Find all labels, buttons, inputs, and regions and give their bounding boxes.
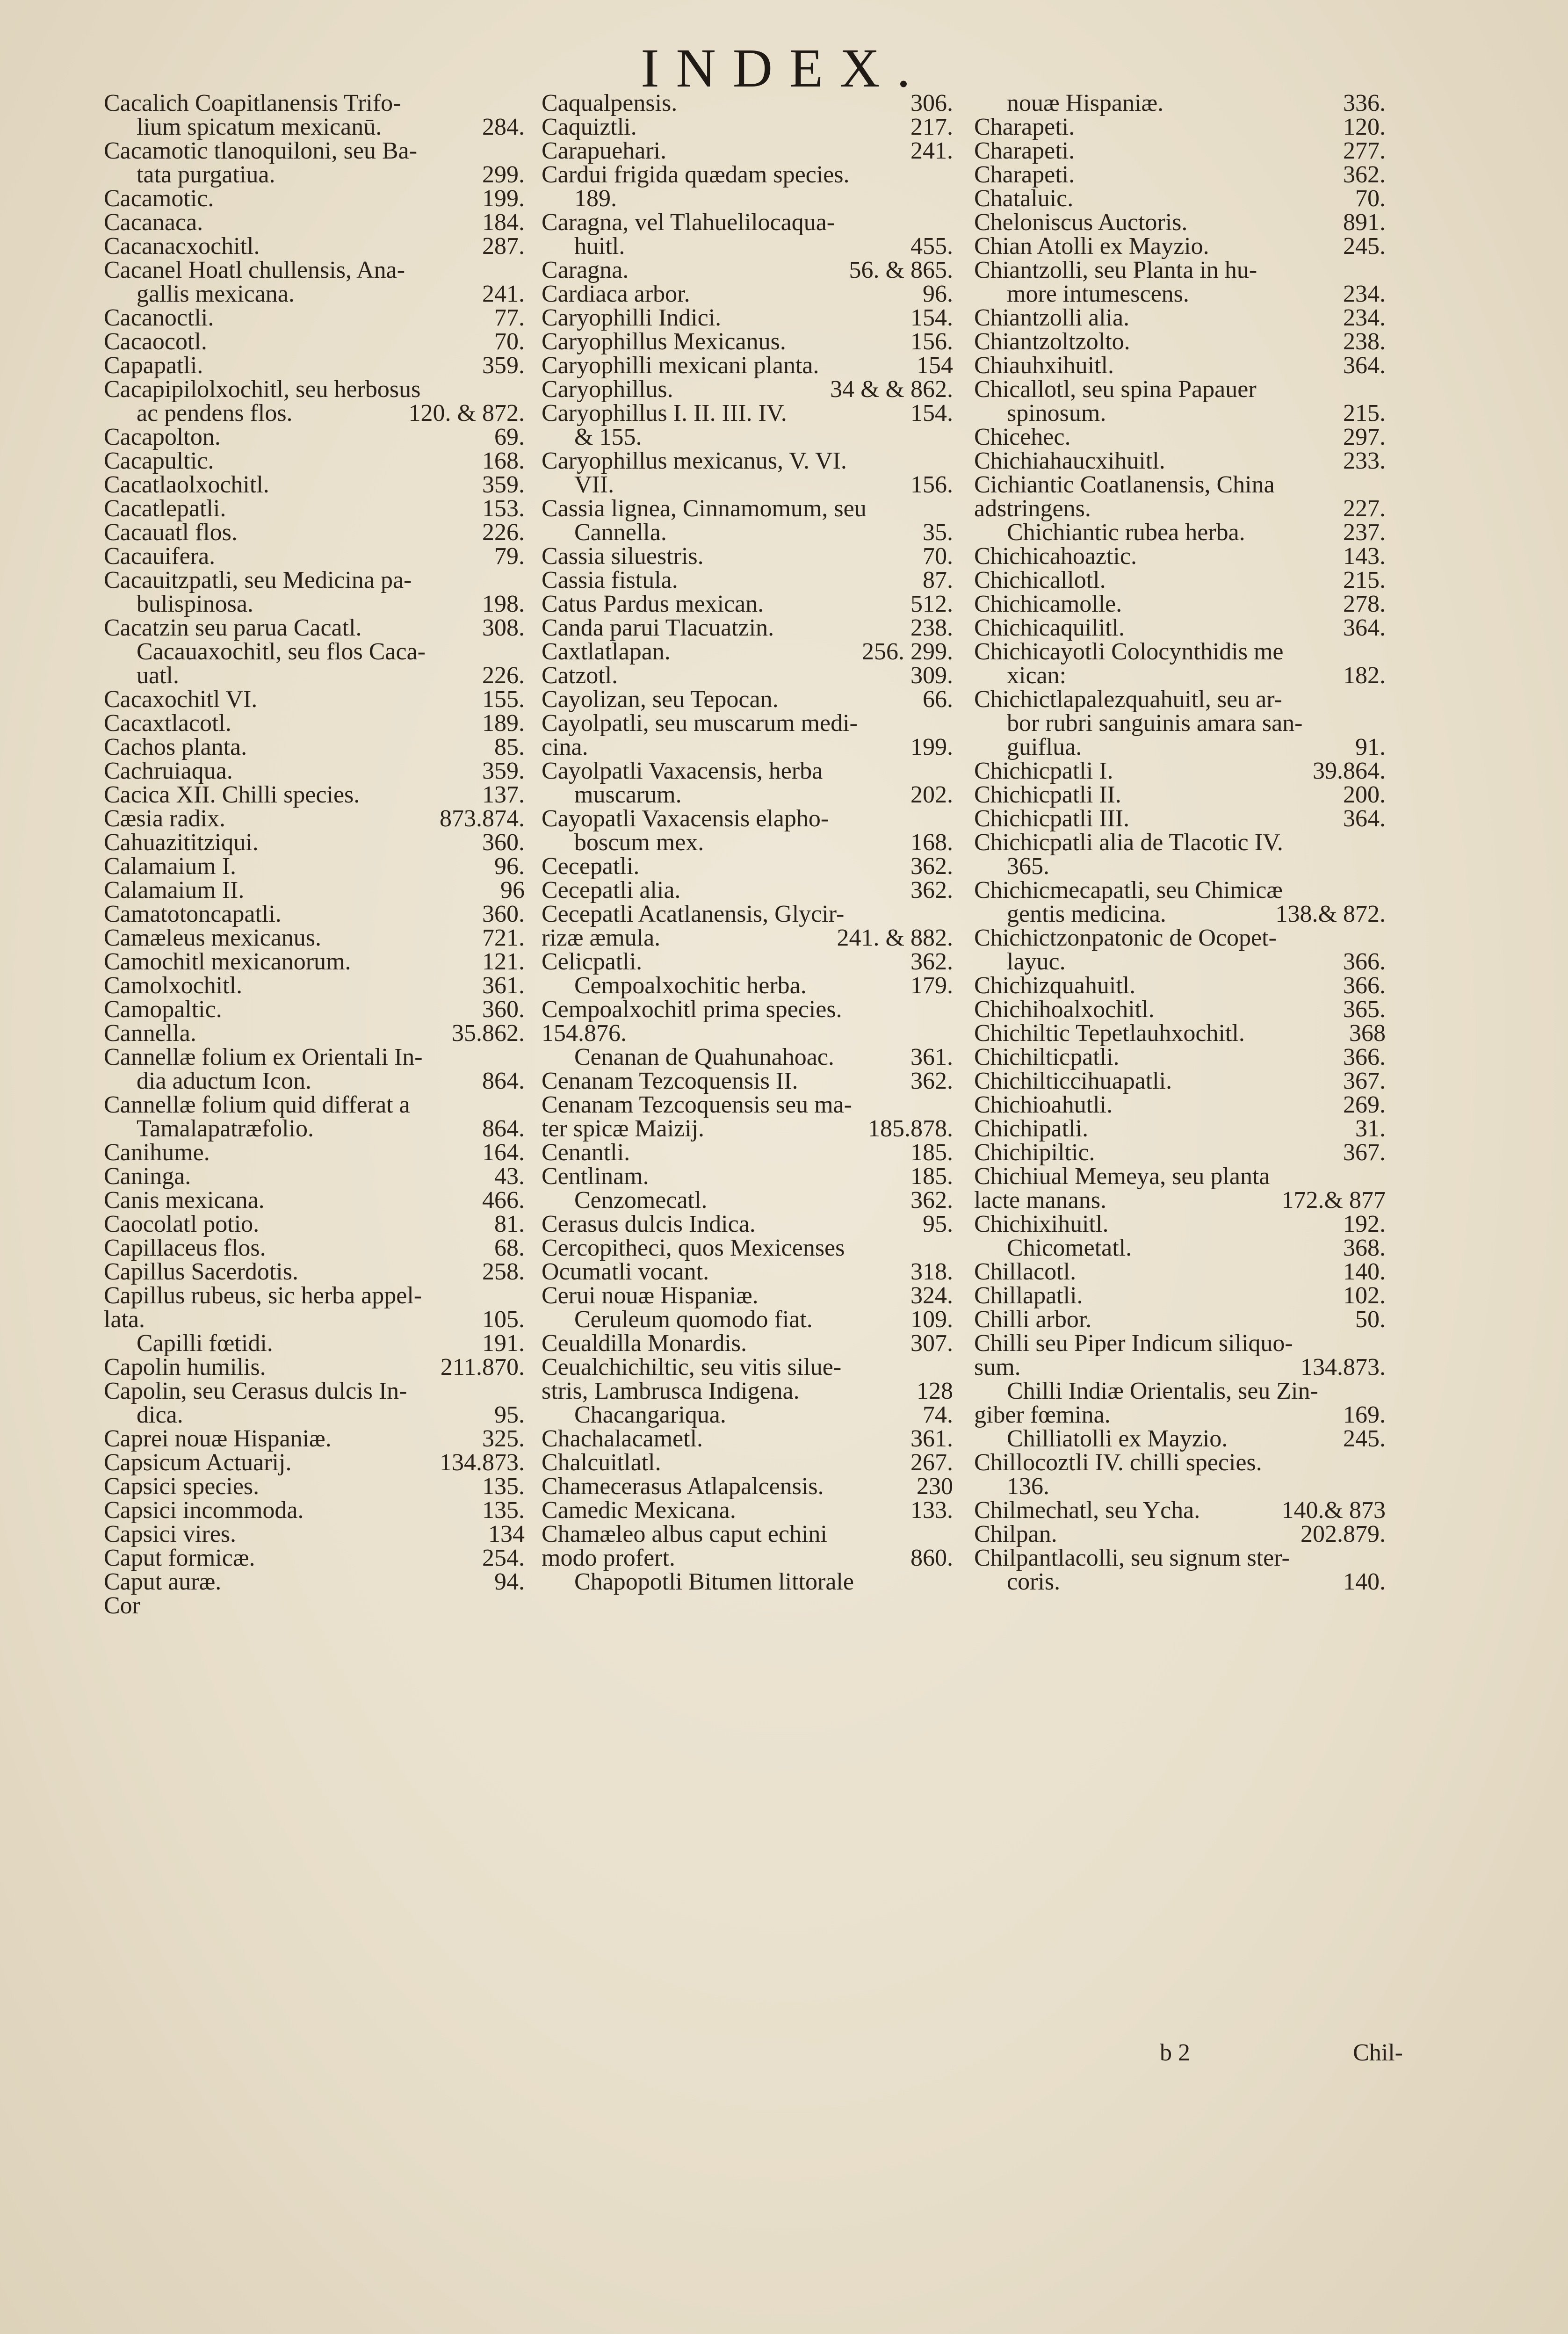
index-entry: ter spicæ Maizij. 185.878. <box>542 1115 953 1142</box>
index-entry: Cannella. 35.862. <box>104 1020 525 1047</box>
index-entry: Cayolpatli, seu muscarum medi- <box>542 710 858 737</box>
index-entry: Capsici vires. 134 <box>104 1521 525 1547</box>
index-entry: Cenzomecatl. 362. <box>574 1187 953 1214</box>
index-entry: Cenanam Tezcoquensis II. 362. <box>542 1068 953 1094</box>
index-entry: Cardiaca arbor. 96. <box>542 281 953 307</box>
index-entry: Cercopitheci, quos Mexicenses <box>542 1235 845 1261</box>
index-entry: Chilli Indiæ Orientalis, seu Zin- <box>1007 1378 1318 1404</box>
index-entry: Cecepatli. 362. <box>542 853 953 880</box>
index-entry: bor rubri sanguinis amara san- <box>1007 710 1303 737</box>
index-entry: Chilmechatl, seu Ycha. 140.& 873 <box>974 1497 1386 1524</box>
index-entry: Cacica XII. Chilli species. 137. <box>104 781 525 808</box>
index-entry: 136. <box>1007 1473 1049 1500</box>
index-entry: Cenanan de Quahunahoac. 361. <box>574 1044 953 1070</box>
index-entry: & 155. <box>574 424 642 450</box>
index-entry: Chichilticpatli. 366. <box>974 1044 1386 1070</box>
index-entry: Chichilticcihuapatli. 367. <box>974 1068 1386 1094</box>
index-entry: Capsicum Actuarij. 134.873. <box>104 1449 525 1476</box>
index-entry: Camæleus mexicanus. 721. <box>104 925 525 951</box>
index-entry: Cahuazititziqui. 360. <box>104 829 525 856</box>
index-entry: Cor <box>104 1592 140 1619</box>
index-entry: Cannella. 35. <box>574 519 953 546</box>
index-entry: Canihume. 164. <box>104 1139 525 1166</box>
index-column-2 <box>542 91 953 1594</box>
index-entry: Capsici incommoda. 135. <box>104 1497 525 1524</box>
index-entry: Caragna, vel Tlahuelilocaqua- <box>542 209 835 236</box>
index-entry: Chillacotl. 140. <box>974 1258 1386 1285</box>
index-entry: Chicometatl. 368. <box>1007 1235 1386 1261</box>
index-entry: Carapuehari. 241. <box>542 137 953 164</box>
index-entry: Cassia siluestris. 70. <box>542 543 953 570</box>
index-entry: Chicehec. 297. <box>974 424 1386 450</box>
index-entry: Cacatlepatli. 153. <box>104 495 525 522</box>
index-entry: cina. 199. <box>542 734 953 760</box>
index-entry: modo profert. 860. <box>542 1545 953 1571</box>
index-entry: Caput auræ. 94. <box>104 1568 525 1595</box>
index-entry: Ceualdilla Monardis. 307. <box>542 1330 953 1357</box>
index-entry: Chichipiltic. 367. <box>974 1139 1386 1166</box>
index-entry: Chataluic. 70. <box>974 185 1386 212</box>
index-entry: tata purgatiua. 299. <box>137 161 525 188</box>
signature-mark: b 2 <box>1160 2039 1190 2066</box>
index-entry: Charapeti. 120. <box>974 114 1386 140</box>
index-entry: Charapeti. 362. <box>974 161 1386 188</box>
index-entry: Chiantzolli alia. 234. <box>974 304 1386 331</box>
index-entry: Cardui frigida quædam species. <box>542 161 850 188</box>
index-entry: Canda parui Tlacuatzin. 238. <box>542 614 953 641</box>
index-column-3 <box>974 91 1386 1594</box>
index-entry: Caryophillus I. II. III. IV. 154. <box>542 400 953 426</box>
index-entry: lata. 105. <box>104 1306 525 1333</box>
index-entry: Cayolpatli Vaxacensis, herba <box>542 758 823 784</box>
index-entry: Cachruiaqua. 359. <box>104 758 525 784</box>
index-entry: uatl. 226. <box>137 662 525 689</box>
index-entry: Tamalapatræfolio. 864. <box>137 1115 525 1142</box>
index-entry: Caryophilli mexicani planta. 154 <box>542 352 953 379</box>
index-entry: Chamecerasus Atlapalcensis. 230 <box>542 1473 953 1500</box>
index-entry: Cecepatli Acatlanensis, Glycir- <box>542 901 845 927</box>
index-entry: boscum mex. 168. <box>574 829 953 856</box>
index-entry: Cenanam Tezcoquensis seu ma- <box>542 1091 852 1118</box>
index-entry: Camochitl mexicanorum. 121. <box>104 948 525 975</box>
index-entry: Chicallotl, seu spina Papauer <box>974 376 1257 403</box>
index-entry: Cacatlaolxochitl. 359. <box>104 471 525 498</box>
index-entry: Caquiztli. 217. <box>542 114 953 140</box>
index-entry: Caryophilli Indici. 154. <box>542 304 953 331</box>
index-entry: Centlinam. 185. <box>542 1163 953 1190</box>
index-entry: Cayolizan, seu Tepocan. 66. <box>542 686 953 713</box>
index-entry: Cacaxochitl VI. 155. <box>104 686 525 713</box>
index-entry: Capolin, seu Cerasus dulcis In- <box>104 1378 407 1404</box>
index-entry: giber fœmina. 169. <box>974 1402 1386 1428</box>
index-entry: Chilli arbor. 50. <box>974 1306 1386 1333</box>
index-entry: Cacamotic. 199. <box>104 185 525 212</box>
index-entry: lacte manans. 172.& 877 <box>974 1187 1386 1214</box>
index-entry: Camatotoncapatli. 360. <box>104 901 525 927</box>
index-entry: layuc. 366. <box>1007 948 1386 975</box>
index-entry: Capolin humilis. 211.870. <box>104 1354 525 1380</box>
index-entry: Cichiantic Coatlanensis, China <box>974 471 1275 498</box>
index-entry: Cassia lignea, Cinnamomum, seu <box>542 495 867 522</box>
page-title: INDEX. <box>641 37 927 99</box>
index-entry: Cenantli. 185. <box>542 1139 953 1166</box>
index-entry: sum. 134.873. <box>974 1354 1386 1380</box>
index-entry: Chillocoztli IV. chilli species. <box>974 1449 1262 1476</box>
index-entry: Charapeti. 277. <box>974 137 1386 164</box>
index-entry: 154.876. <box>542 1020 627 1047</box>
index-entry: Chalcuitlatl. 267. <box>542 1449 953 1476</box>
index-entry: Cempoalxochitic herba. 179. <box>574 972 953 999</box>
index-entry: 189. <box>574 185 617 212</box>
index-entry: Chiauhxihuitl. 364. <box>974 352 1386 379</box>
index-entry: Catus Pardus mexican. 512. <box>542 591 953 617</box>
index-entry: stris, Lambrusca Indigena. 128 <box>542 1378 953 1404</box>
index-entry: 365. <box>1007 853 1049 880</box>
index-entry: Camedic Mexicana. 133. <box>542 1497 953 1524</box>
index-entry: Cacauatl flos. 226. <box>104 519 525 546</box>
index-entry: Caryophillus. 34 & & 862. <box>542 376 953 403</box>
index-entry: Chichiahaucxihuitl. 233. <box>974 448 1386 474</box>
index-entry: Celicpatli. 362. <box>542 948 953 975</box>
index-entry: Chichictzonpatonic de Ocopet- <box>974 925 1277 951</box>
index-entry: Chilliatolli ex Mayzio. 245. <box>1007 1425 1386 1452</box>
index-entry: Chichictlapalezquahuitl, seu ar- <box>974 686 1282 713</box>
index-entry: Chichioahutli. 269. <box>974 1091 1386 1118</box>
index-entry: Cacapipilolxochitl, seu herbosus <box>104 376 421 403</box>
index-entry: Cacauaxochitl, seu flos Caca- <box>137 638 426 665</box>
index-entry: Chichipatli. 31. <box>974 1115 1386 1142</box>
index-entry: Chilpan. 202.879. <box>974 1521 1386 1547</box>
index-entry: Catzotl. 309. <box>542 662 953 689</box>
index-entry: Cheloniscus Auctoris. 891. <box>974 209 1386 236</box>
index-entry: huitl. 455. <box>574 233 953 260</box>
index-entry: Chichicpatli I. 39.864. <box>974 758 1386 784</box>
index-entry: Caryophillus mexicanus, V. VI. <box>542 448 847 474</box>
index-entry: lium spicatum mexicanū. 284. <box>137 114 525 140</box>
index-entry: Cachos planta. 85. <box>104 734 525 760</box>
index-entry: xican: 182. <box>1007 662 1386 689</box>
index-entry: dica. 95. <box>137 1402 525 1428</box>
index-entry: Chichicahoaztic. 143. <box>974 543 1386 570</box>
index-entry: Cacapolton. 69. <box>104 424 525 450</box>
index-entry: Cacapultic. 168. <box>104 448 525 474</box>
index-entry: Chichiltic Tepetlauhxochitl. 368 <box>974 1020 1386 1047</box>
index-entry: Capilli fœtidi. 191. <box>137 1330 525 1357</box>
index-entry: Cacalich Coapitlanensis Trifo- <box>104 90 401 116</box>
index-entry: Chillapatli. 102. <box>974 1282 1386 1309</box>
index-entry: muscarum. 202. <box>574 781 953 808</box>
index-entry: dia aductum Icon. 864. <box>137 1068 525 1094</box>
index-entry: Chiantzoltzolto. 238. <box>974 328 1386 355</box>
index-entry: Cecepatli alia. 362. <box>542 877 953 903</box>
index-entry: Chilli seu Piper Indicum siliquo- <box>974 1330 1293 1357</box>
index-entry: Cerasus dulcis Indica. 95. <box>542 1211 953 1237</box>
index-entry: rizæ æmula. 241. & 882. <box>542 925 953 951</box>
index-entry: Cacauifera. 79. <box>104 543 525 570</box>
index-entry: Ceruleum quomodo fiat. 109. <box>574 1306 953 1333</box>
index-entry: Cannellæ folium quid differat a <box>104 1091 410 1118</box>
index-entry: Chichixihuitl. 192. <box>974 1211 1386 1237</box>
index-entry: Cannellæ folium ex Orientali In- <box>104 1044 423 1070</box>
index-entry: Calamaium I. 96. <box>104 853 525 880</box>
index-entry: Cacatzin seu parua Cacatl. 308. <box>104 614 525 641</box>
index-entry: Cassia fistula. 87. <box>542 567 953 593</box>
index-entry: Capillus Sacerdotis. 258. <box>104 1258 525 1285</box>
index-entry: Chilpantlacolli, seu signum ster- <box>974 1545 1290 1571</box>
index-entry: Ocumatli vocant. 318. <box>542 1258 953 1285</box>
index-entry: Chichicaquilitl. 364. <box>974 614 1386 641</box>
index-entry: more intumescens. 234. <box>1007 281 1386 307</box>
index-entry: gentis medicina. 138.& 872. <box>1007 901 1386 927</box>
index-entry: Chichicpatli alia de Tlacotic IV. <box>974 829 1283 856</box>
index-entry: nouæ Hispaniæ. 336. <box>1007 90 1386 116</box>
index-entry: Calamaium II. 96 <box>104 877 525 903</box>
index-entry: Chichicpatli II. 200. <box>974 781 1386 808</box>
index-entry: guiflua. 91. <box>1007 734 1386 760</box>
index-entry: Capsici species. 135. <box>104 1473 525 1500</box>
index-entry: Chichiual Memeya, seu planta <box>974 1163 1270 1190</box>
index-entry: Chian Atolli ex Mayzio. 245. <box>974 233 1386 260</box>
index-entry: VII. 156. <box>574 471 953 498</box>
index-entry: Caqualpensis. 306. <box>542 90 953 116</box>
index-entry: gallis mexicana. 241. <box>137 281 525 307</box>
index-entry: Chichihoalxochitl. 365. <box>974 996 1386 1023</box>
index-entry: Cacauitzpatli, seu Medicina pa- <box>104 567 412 593</box>
index-entry: Chichicmecapatli, seu Chimicæ <box>974 877 1283 903</box>
index-entry: Chichicpatli III. 364. <box>974 805 1386 832</box>
index-entry: Chachalacametl. 361. <box>542 1425 953 1452</box>
index-entry: ac pendens flos. 120. & 872. <box>137 400 525 426</box>
index-entry: Chichizquahuitl. 366. <box>974 972 1386 999</box>
index-entry: Caprei nouæ Hispaniæ. 325. <box>104 1425 525 1452</box>
index-entry: Cacaxtlacotl. 189. <box>104 710 525 737</box>
index-entry: Capapatli. 359. <box>104 352 525 379</box>
index-entry: Cacaocotl. 70. <box>104 328 525 355</box>
index-entry: Cerui nouæ Hispaniæ. 324. <box>542 1282 953 1309</box>
index-entry: Chiantzolli, seu Planta in hu- <box>974 257 1257 283</box>
index-entry: Chichicallotl. 215. <box>974 567 1386 593</box>
index-entry: Chichiantic rubea herba. 237. <box>1007 519 1386 546</box>
index-entry: Caocolatl potio. 81. <box>104 1211 525 1237</box>
index-entry: Cacanaca. 184. <box>104 209 525 236</box>
index-entry: adstringens. 227. <box>974 495 1386 522</box>
catchword: Chil- <box>1353 2039 1403 2066</box>
index-entry: Cacamotic tlanoquiloni, seu Ba- <box>104 137 418 164</box>
index-entry: Caragna. 56. & 865. <box>542 257 953 283</box>
index-entry: Chacangariqua. 74. <box>574 1402 953 1428</box>
index-entry: Cacanel Hoatl chullensis, Ana- <box>104 257 405 283</box>
index-entry: Chapopotli Bitumen littorale <box>574 1568 854 1595</box>
index-entry: Cæsia radix. 873.874. <box>104 805 525 832</box>
index-entry: bulispinosa. 198. <box>137 591 525 617</box>
index-entry: Chichicayotli Colocynthidis me <box>974 638 1284 665</box>
index-entry: Camopaltic. 360. <box>104 996 525 1023</box>
index-entry: Caninga. 43. <box>104 1163 525 1190</box>
index-entry: Chichicamolle. 278. <box>974 591 1386 617</box>
index-entry: Cacanacxochitl. 287. <box>104 233 525 260</box>
index-entry: Capillaceus flos. 68. <box>104 1235 525 1261</box>
index-entry: Caxtlatlapan. 256. 299. <box>542 638 953 665</box>
index-entry: Capillus rubeus, sic herba appel- <box>104 1282 422 1309</box>
index-entry: Canis mexicana. 466. <box>104 1187 525 1214</box>
index-entry: Caryophillus Mexicanus. 156. <box>542 328 953 355</box>
index-entry: Camolxochitl. 361. <box>104 972 525 999</box>
index-entry: spinosum. 215. <box>1007 400 1386 426</box>
index-column-1 <box>104 91 525 1618</box>
index-entry: Cacanoctli. 77. <box>104 304 525 331</box>
index-entry: Ceualchichiltic, seu vitis silue- <box>542 1354 842 1380</box>
index-entry: Cayopatli Vaxacensis elapho- <box>542 805 829 832</box>
page-footer <box>1160 2039 1403 2067</box>
index-entry: Chamæleo albus caput echini <box>542 1521 827 1547</box>
index-entry: Caput formicæ. 254. <box>104 1545 525 1571</box>
index-entry: Cempoalxochitl prima species. <box>542 996 842 1023</box>
index-entry: coris. 140. <box>1007 1568 1386 1595</box>
